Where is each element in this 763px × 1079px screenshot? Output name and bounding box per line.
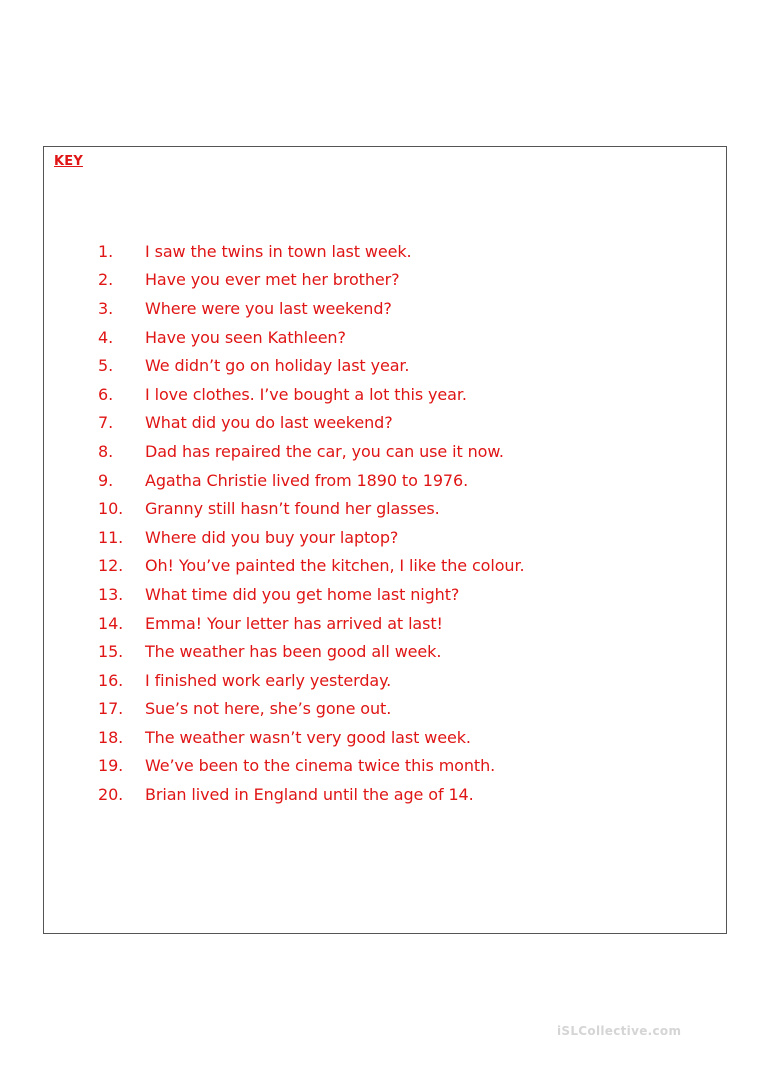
- answer-text: Have you ever met her brother?: [145, 270, 400, 290]
- answer-number: 13.: [98, 584, 124, 604]
- answer-item: [98, 695, 524, 724]
- answer-key-box: [43, 146, 727, 934]
- answer-number: 15.: [98, 642, 124, 662]
- answer-text: We’ve been to the cinema twice this month.: [145, 756, 496, 776]
- answer-item: [98, 552, 524, 581]
- answer-number: 9.: [98, 470, 114, 490]
- answer-text: What did you do last weekend?: [145, 413, 393, 433]
- answer-item: [98, 494, 524, 523]
- answer-item: [98, 466, 524, 495]
- answer-text: I saw the twins in town last week.: [145, 241, 412, 261]
- answer-item: [98, 609, 524, 638]
- answer-number: 17.: [98, 699, 124, 719]
- answer-text: Granny still hasn’t found her glasses.: [145, 499, 440, 519]
- answer-number: 10.: [98, 499, 124, 519]
- answer-text: The weather wasn’t very good last week.: [145, 727, 471, 747]
- answer-item: [98, 437, 524, 466]
- answer-text: The weather has been good all week.: [145, 642, 442, 662]
- answer-number: 4.: [98, 327, 114, 347]
- answer-item: [98, 323, 524, 352]
- answer-number: 5.: [98, 356, 114, 376]
- answer-item: [98, 752, 524, 781]
- answer-number: 3.: [98, 298, 114, 318]
- answer-item: [98, 380, 524, 409]
- answer-number: 20.: [98, 785, 124, 805]
- answer-text: Have you seen Kathleen?: [145, 327, 346, 347]
- answer-number: 2.: [98, 270, 114, 290]
- answer-text: I love clothes. I’ve bought a lot this year.: [145, 384, 467, 404]
- answer-item: [98, 351, 524, 380]
- answer-item: [98, 266, 524, 295]
- answer-number: 19.: [98, 756, 124, 776]
- answer-number: 12.: [98, 556, 124, 576]
- answer-item: [98, 723, 524, 752]
- answer-text: Where were you last weekend?: [145, 298, 392, 318]
- answer-number: 7.: [98, 413, 114, 433]
- answer-list: [98, 237, 524, 809]
- answer-number: 14.: [98, 613, 124, 633]
- answer-text: Brian lived in England until the age of 14.: [145, 785, 474, 805]
- answer-text: I finished work early yesterday.: [145, 670, 392, 690]
- answer-text: Agatha Christie lived from 1890 to 1976.: [145, 470, 469, 490]
- answer-item: [98, 409, 524, 438]
- answer-text: Sue’s not here, she’s gone out.: [145, 699, 392, 719]
- answer-item: [98, 237, 524, 266]
- answer-number: 1.: [98, 241, 114, 261]
- answer-item: [98, 780, 524, 809]
- answer-item: [98, 666, 524, 695]
- answer-text: Emma! Your letter has arrived at last!: [145, 613, 443, 633]
- answer-item: [98, 580, 524, 609]
- answer-number: 16.: [98, 670, 124, 690]
- answer-text: Dad has repaired the car, you can use it now.: [145, 441, 504, 461]
- key-heading: KEY: [54, 154, 83, 169]
- answer-item: [98, 294, 524, 323]
- answer-text: Oh! You’ve painted the kitchen, I like the colour.: [145, 556, 525, 576]
- answer-item: [98, 637, 524, 666]
- answer-number: 6.: [98, 384, 114, 404]
- islcollective-watermark: iSLCollective.com: [557, 1024, 682, 1038]
- answer-text: We didn’t go on holiday last year.: [145, 356, 410, 376]
- answer-number: 8.: [98, 441, 114, 461]
- answer-text: What time did you get home last night?: [145, 584, 460, 604]
- answer-text: Where did you buy your laptop?: [145, 527, 399, 547]
- answer-item: [98, 523, 524, 552]
- answer-number: 18.: [98, 727, 124, 747]
- answer-number: 11.: [98, 527, 124, 547]
